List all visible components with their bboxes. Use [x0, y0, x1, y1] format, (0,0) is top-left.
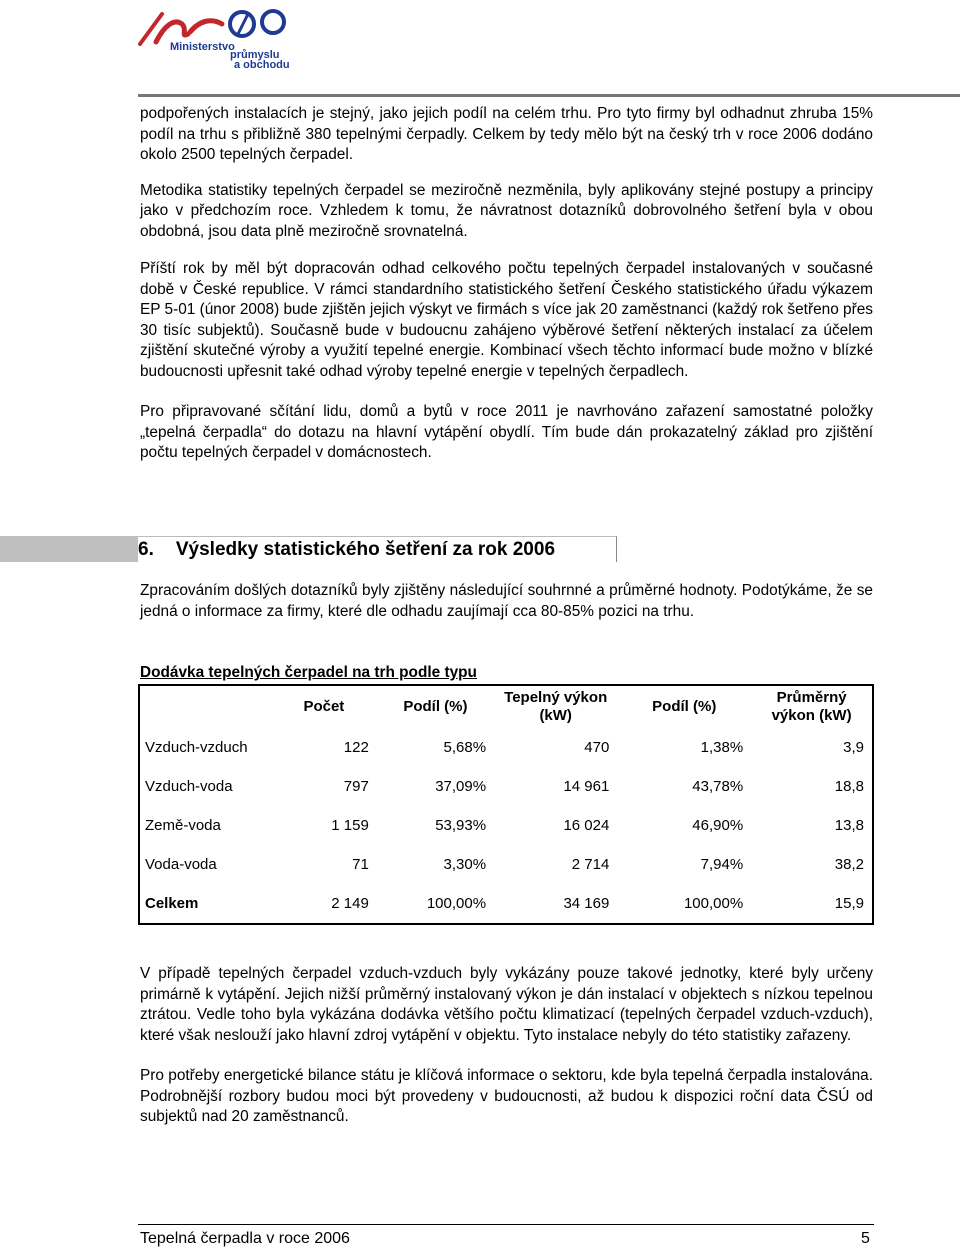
cell: 34 169	[563, 895, 610, 912]
table-title: Dodávka tepelných čerpadel na trh podle typu	[140, 664, 477, 681]
cell: 46,90%	[692, 817, 744, 834]
header-cell: Podíl (%)	[403, 698, 468, 715]
cell: 100,00%	[426, 895, 487, 912]
row-label: Země-voda	[145, 817, 221, 834]
logo-line2: průmyslu	[230, 49, 280, 61]
header-cell	[139, 685, 271, 728]
header-rule	[138, 94, 960, 97]
row-label: Voda-voda	[145, 856, 217, 873]
section-intro-block	[140, 581, 873, 622]
body-bottom	[140, 964, 873, 1128]
header-cell: Počet	[303, 698, 345, 715]
cell: 37,09%	[435, 778, 487, 795]
cell: 1,38%	[700, 739, 744, 756]
paragraph-3: Příští rok by měl být dopracován odhad celkového počtu tepelných čerpadel instalovaných v současné době v České republice. V rámci standardního statistického šetření Českého statistického úřadu výkazem EP 5-01 (únor 2008) bude zjištěn jejich výskyt ve firmách s více jak 20 zaměstnanci (každý rok šetřeno přes 30 tisíc subjektů). Současně bude v budoucnu zahájeno výběrové šetření některých instalací za účelem zjištění skutečné výroby a využití tepelné energie. Kombinací všech těchto informací bude možno v blízké budoucnosti upřesnit také odhad výroby tepelné energie v tepelných čerpadlech.	[140, 260, 873, 380]
body-top	[140, 104, 873, 504]
cell: 2 149	[331, 895, 369, 912]
cell: 18,8	[834, 778, 864, 795]
table-row	[139, 767, 873, 806]
header-cell: Podíl (%)	[652, 698, 717, 715]
cell: 15,9	[834, 895, 864, 912]
footer-rule	[138, 1224, 874, 1225]
table-header-row	[139, 685, 873, 728]
page-number: 5	[861, 1230, 870, 1247]
header-cell: Průměrný výkon (kW)	[771, 689, 852, 724]
paragraph-5: V případě tepelných čerpadel vzduch-vzduch byly vykázány pouze takové jednotky, které byly určeny primárně k vytápění. Jejich nižší průměrný instalovaný výkon je dán instalací v objektech s nízkou tepelnou ztrátou. Vedle toho byla vykázána dodávka většího počtu klimatizací (tepelných čerpadel vzduch-vzduch), které však neslouží jako hlavní zdroj vytápění v objektu. Tyto instalace nebyly do této statistiky zařazeny.	[140, 965, 873, 1044]
cell: 1 159	[331, 817, 369, 834]
table-row	[139, 728, 873, 767]
section-title: Výsledky statistického šetření za rok 2006	[175, 539, 556, 560]
cell: 2 714	[571, 856, 610, 873]
mpo-logo	[130, 4, 300, 70]
cell: 14 961	[563, 778, 610, 795]
cell: 3,30%	[443, 856, 487, 873]
row-label: Vzduch-vzduch	[145, 739, 248, 756]
paragraph-6: Pro potřeby energetické bilance státu je klíčová informace o sektoru, kde byla tepelná čerpadla instalována. Podrobnější rozbory budou moci být provedeny v budoucnosti, až budou k dispozici roční data ČSÚ od subjektů nad 20 zaměstnanců.	[140, 1067, 873, 1125]
footer-title: Tepelná čerpadla v roce 2006	[140, 1230, 350, 1247]
cell: 3,9	[843, 739, 864, 756]
cell: 122	[343, 739, 369, 756]
section-number: 6.	[138, 539, 154, 560]
cell: 13,8	[834, 817, 864, 834]
row-label: Vzduch-voda	[145, 778, 233, 795]
paragraph-1: podpořených instalacích je stejný, jako jejich podíl na celém trhu. Pro tyto firmy byl odhadnut zhruba 15% podíl na trhu s přibližně 380 tepelnými čerpadly. Celkem by tedy mělo být na český trh v roce 2006 dodáno okolo 2500 tepelných čerpadel.	[140, 105, 873, 163]
cell: 16 024	[563, 817, 610, 834]
cell: 71	[352, 856, 369, 873]
table-row-total	[139, 884, 873, 924]
logo-line1: Ministerstvo	[170, 41, 235, 53]
cell: 53,93%	[435, 817, 487, 834]
cell: 5,68%	[443, 739, 487, 756]
paragraph-4: Pro připravované sčítání lidu, domů a bytů v roce 2011 je navrhováno zařazení samostatné položky „tepelná čerpadla“ do dotazu na hlavní vytápění obydlí. Tím bude dán prokazatelný základ pro zjištění počtu tepelných čerpadel v domácnostech.	[140, 403, 873, 461]
row-label: Celkem	[145, 895, 199, 912]
section-heading	[138, 536, 617, 562]
section-intro: Zpracováním došlých dotazníků byly zjištěny následující souhrnné a průměrné hodnoty. Podotýkáme, že se jedná o informace za firmy, které dle odhadu zaujímají cca 80-85% pozici na trhu.	[140, 582, 873, 620]
table-row	[139, 845, 873, 884]
header-cell: Tepelný výkon (kW)	[504, 689, 608, 724]
table-row	[139, 806, 873, 845]
cell: 43,78%	[692, 778, 744, 795]
heat-pump-table	[138, 684, 874, 925]
cell: 100,00%	[683, 895, 744, 912]
paragraph-2: Metodika statistiky tepelných čerpadel se meziročně nezměnila, byly aplikovány stejné postupy a principy jako v předchozím roce. Vzhledem k tomu, že návratnost dotazníků dobrovolného šetření byla v obou obdobná, jsou data plně meziročně srovnatelná.	[140, 181, 873, 240]
logo-line3: a obchodu	[234, 59, 290, 70]
cell: 38,2	[834, 856, 864, 873]
cell: 797	[343, 778, 369, 795]
cell: 470	[584, 739, 610, 756]
cell: 7,94%	[700, 856, 744, 873]
